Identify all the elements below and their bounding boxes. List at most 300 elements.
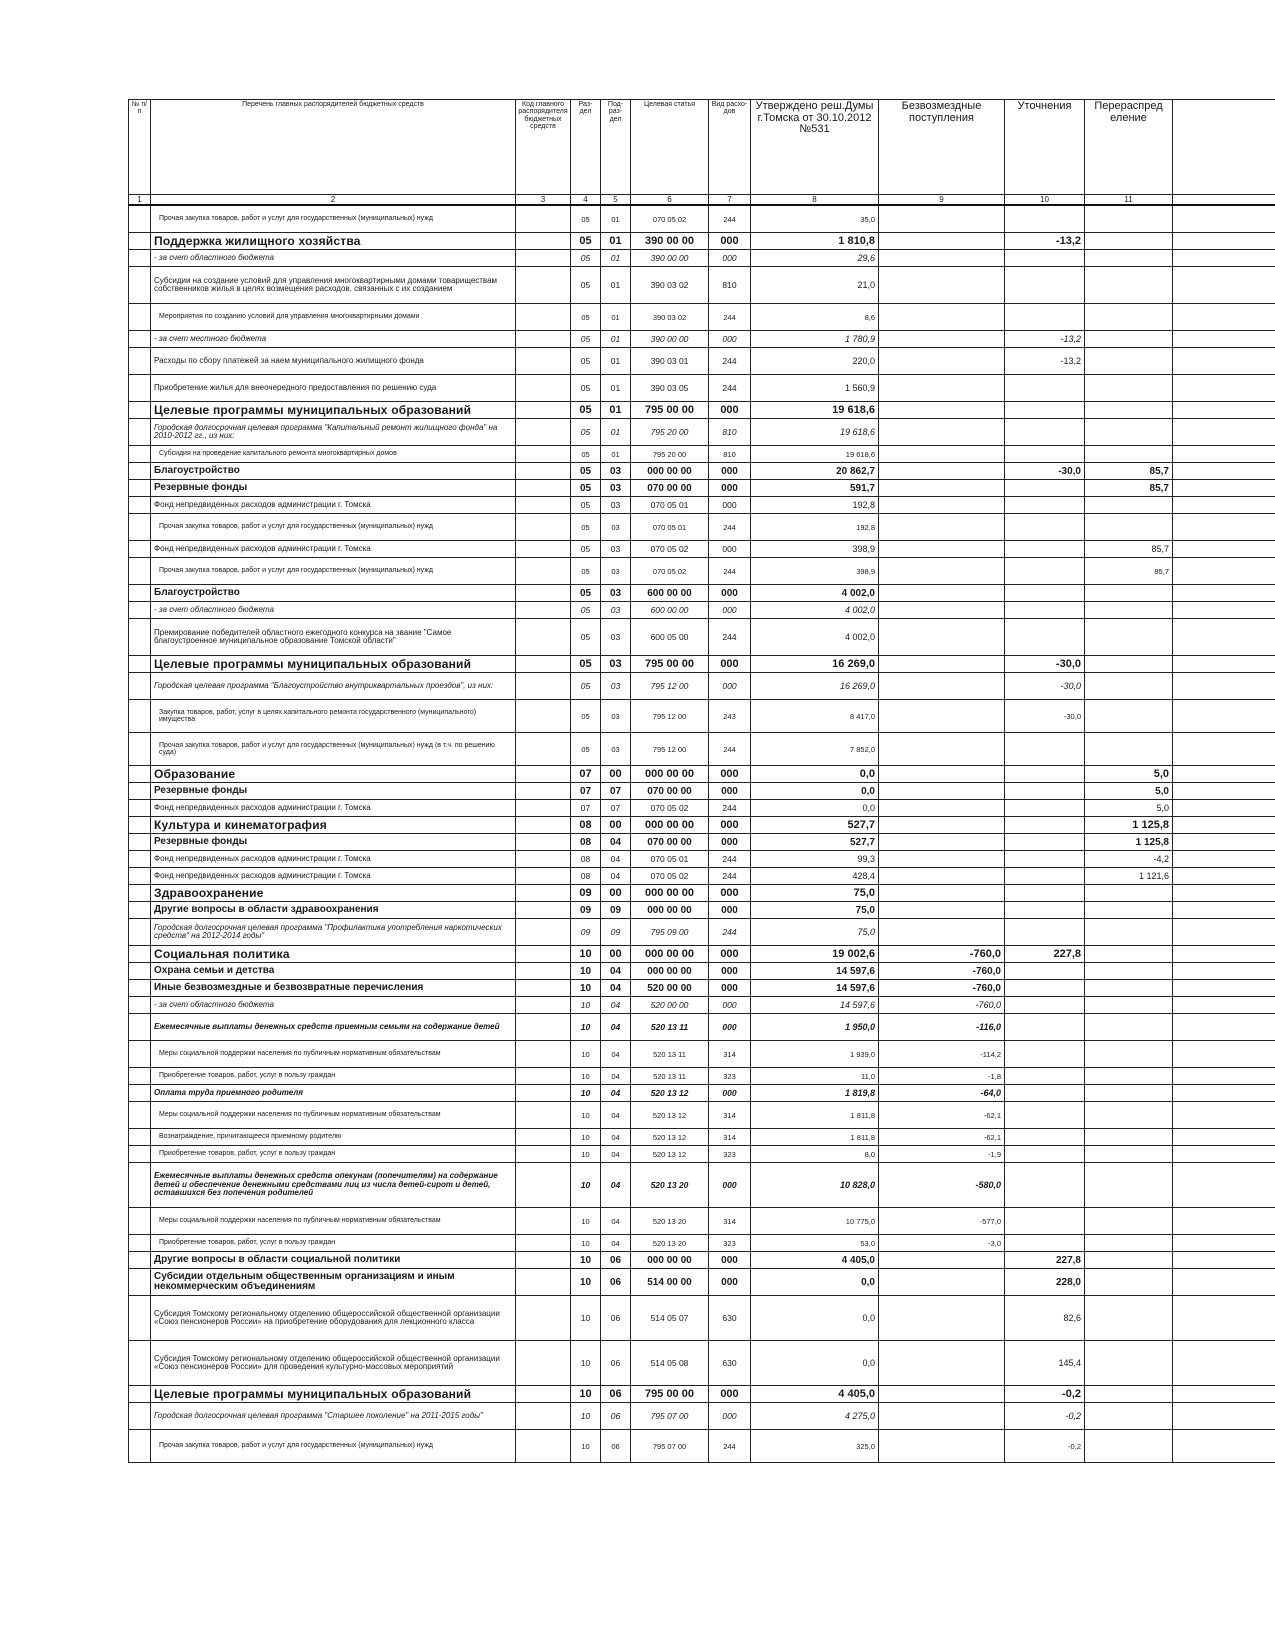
cell-razdel: 10 <box>571 1102 601 1129</box>
table-row <box>129 851 1275 868</box>
cell-kod <box>516 446 571 463</box>
cell-extra <box>1173 946 1275 963</box>
cell-vid: 314 <box>709 1102 751 1129</box>
cell-name: - за счет местного бюджета <box>151 331 516 348</box>
cell-num <box>129 1129 151 1146</box>
cell-kod <box>516 800 571 817</box>
cell-stat: 520 13 20 <box>631 1208 709 1235</box>
table-row <box>129 558 1275 585</box>
cell-vid: 000 <box>709 834 751 851</box>
cell-stat: 795 20 00 <box>631 446 709 463</box>
budget-table <box>128 99 1275 1463</box>
cell-num <box>129 1041 151 1068</box>
cell-stat: 000 00 00 <box>631 963 709 980</box>
cell-name: Охрана семьи и детства <box>151 963 516 980</box>
cell-bezvozmezdnye: -760,0 <box>879 946 1005 963</box>
cell-kod <box>516 946 571 963</box>
cell-name: Поддержка жилищного хозяйства <box>151 233 516 250</box>
cell-podrazdel: 04 <box>601 851 631 868</box>
cell-podrazdel: 03 <box>601 558 631 585</box>
cell-pereraspredelenie <box>1085 902 1173 919</box>
cell-pereraspredelenie <box>1085 733 1173 766</box>
cell-utverzhdeno: 398,9 <box>751 558 879 585</box>
cell-utverzhdeno: 0,0 <box>751 1341 879 1386</box>
cell-utochneniya <box>1005 497 1085 514</box>
cell-stat: 795 12 00 <box>631 673 709 700</box>
cell-utverzhdeno: 0,0 <box>751 800 879 817</box>
cell-podrazdel: 03 <box>601 585 631 602</box>
cell-extra <box>1173 233 1275 250</box>
table-row <box>129 673 1275 700</box>
col-extra-header <box>1173 100 1275 195</box>
cell-num <box>129 375 151 402</box>
cell-stat: 070 05 02 <box>631 868 709 885</box>
cell-extra <box>1173 1235 1275 1252</box>
cell-razdel: 08 <box>571 868 601 885</box>
cell-razdel: 05 <box>571 250 601 267</box>
cell-kod <box>516 963 571 980</box>
cell-bezvozmezdnye: -114,2 <box>879 1041 1005 1068</box>
cell-razdel: 05 <box>571 267 601 304</box>
col-number: 8 <box>751 195 879 206</box>
cell-name: Культура и кинематография <box>151 817 516 834</box>
cell-razdel: 09 <box>571 902 601 919</box>
cell-bezvozmezdnye <box>879 700 1005 733</box>
cell-kod <box>516 1386 571 1403</box>
cell-utverzhdeno: 14 597,6 <box>751 963 879 980</box>
cell-extra <box>1173 997 1275 1014</box>
cell-num <box>129 868 151 885</box>
cell-stat: 520 00 00 <box>631 980 709 997</box>
cell-kod <box>516 766 571 783</box>
cell-vid: 000 <box>709 331 751 348</box>
cell-podrazdel: 03 <box>601 673 631 700</box>
cell-bezvozmezdnye <box>879 250 1005 267</box>
cell-stat: 000 00 00 <box>631 1252 709 1269</box>
cell-podrazdel: 03 <box>601 514 631 541</box>
cell-podrazdel: 04 <box>601 1068 631 1085</box>
cell-num <box>129 656 151 673</box>
cell-vid: 000 <box>709 997 751 1014</box>
cell-num <box>129 541 151 558</box>
cell-kod <box>516 1235 571 1252</box>
cell-bezvozmezdnye <box>879 446 1005 463</box>
cell-bezvozmezdnye <box>879 463 1005 480</box>
cell-bezvozmezdnye: -1,8 <box>879 1068 1005 1085</box>
cell-name: Резервные фонды <box>151 783 516 800</box>
cell-kod <box>516 1068 571 1085</box>
cell-name: Благоустройство <box>151 585 516 602</box>
cell-pereraspredelenie: 5,0 <box>1085 783 1173 800</box>
cell-kod <box>516 1041 571 1068</box>
cell-bezvozmezdnye <box>879 800 1005 817</box>
cell-stat: 795 00 00 <box>631 1386 709 1403</box>
cell-extra <box>1173 1430 1275 1463</box>
cell-podrazdel: 03 <box>601 700 631 733</box>
cell-extra <box>1173 1014 1275 1041</box>
cell-utochneniya <box>1005 267 1085 304</box>
table-row <box>129 997 1275 1014</box>
cell-bezvozmezdnye <box>879 1296 1005 1341</box>
cell-num <box>129 1235 151 1252</box>
cell-name: - за счет областного бюджета <box>151 997 516 1014</box>
cell-name: Образование <box>151 766 516 783</box>
cell-razdel: 07 <box>571 783 601 800</box>
cell-extra <box>1173 733 1275 766</box>
col-number: 6 <box>631 195 709 206</box>
cell-num <box>129 733 151 766</box>
cell-podrazdel: 01 <box>601 233 631 250</box>
table-body <box>129 205 1275 1463</box>
cell-num <box>129 1085 151 1102</box>
cell-vid: 000 <box>709 963 751 980</box>
cell-num <box>129 602 151 619</box>
cell-utochneniya: 227,8 <box>1005 1252 1085 1269</box>
cell-utochneniya: -13,2 <box>1005 348 1085 375</box>
cell-vid: 244 <box>709 558 751 585</box>
cell-vid: 244 <box>709 348 751 375</box>
cell-razdel: 10 <box>571 1235 601 1252</box>
cell-kod <box>516 585 571 602</box>
cell-bezvozmezdnye <box>879 375 1005 402</box>
cell-utochneniya <box>1005 1208 1085 1235</box>
cell-kod <box>516 673 571 700</box>
table-row <box>129 817 1275 834</box>
cell-utverzhdeno: 0,0 <box>751 1296 879 1341</box>
cell-podrazdel: 07 <box>601 783 631 800</box>
cell-pereraspredelenie <box>1085 514 1173 541</box>
cell-razdel: 05 <box>571 541 601 558</box>
cell-podrazdel: 04 <box>601 1146 631 1163</box>
cell-pereraspredelenie: 85,7 <box>1085 558 1173 585</box>
cell-bezvozmezdnye <box>879 1341 1005 1386</box>
cell-extra <box>1173 963 1275 980</box>
cell-podrazdel: 01 <box>601 331 631 348</box>
cell-stat: 000 00 00 <box>631 463 709 480</box>
cell-num <box>129 885 151 902</box>
cell-vid: 000 <box>709 1269 751 1296</box>
table-row <box>129 1269 1275 1296</box>
cell-utochneniya <box>1005 1235 1085 1252</box>
column-numbers-row <box>129 195 1275 206</box>
cell-utverzhdeno: 0,0 <box>751 1269 879 1296</box>
cell-razdel: 05 <box>571 656 601 673</box>
cell-vid: 314 <box>709 1129 751 1146</box>
cell-vid: 000 <box>709 946 751 963</box>
cell-num <box>129 1341 151 1386</box>
cell-podrazdel: 04 <box>601 997 631 1014</box>
table-row <box>129 480 1275 497</box>
cell-name: Меры социальной поддержки населения по публичным нормативным обязательствам <box>151 1208 516 1235</box>
table-row <box>129 885 1275 902</box>
cell-bezvozmezdnye <box>879 480 1005 497</box>
cell-vid: 323 <box>709 1235 751 1252</box>
cell-utverzhdeno: 19 002,6 <box>751 946 879 963</box>
cell-stat: 514 05 08 <box>631 1341 709 1386</box>
cell-kod <box>516 885 571 902</box>
table-row <box>129 402 1275 419</box>
cell-extra <box>1173 205 1275 233</box>
cell-stat: 520 13 20 <box>631 1235 709 1252</box>
cell-utochneniya <box>1005 851 1085 868</box>
cell-utverzhdeno: 99,3 <box>751 851 879 868</box>
cell-podrazdel: 01 <box>601 446 631 463</box>
col-number: 4 <box>571 195 601 206</box>
cell-podrazdel: 01 <box>601 348 631 375</box>
cell-bezvozmezdnye: -1,9 <box>879 1146 1005 1163</box>
cell-extra <box>1173 541 1275 558</box>
cell-utverzhdeno: 4 002,0 <box>751 585 879 602</box>
cell-razdel: 10 <box>571 1014 601 1041</box>
cell-extra <box>1173 1102 1275 1129</box>
cell-kod <box>516 1014 571 1041</box>
cell-utochneniya: -30,0 <box>1005 656 1085 673</box>
table-row <box>129 919 1275 946</box>
cell-bezvozmezdnye: -62,1 <box>879 1129 1005 1146</box>
cell-pereraspredelenie <box>1085 602 1173 619</box>
cell-vid: 000 <box>709 1085 751 1102</box>
cell-utochneniya <box>1005 304 1085 331</box>
cell-vid: 244 <box>709 375 751 402</box>
cell-vid: 630 <box>709 1341 751 1386</box>
cell-extra <box>1173 514 1275 541</box>
cell-utochneniya <box>1005 902 1085 919</box>
cell-vid: 810 <box>709 419 751 446</box>
cell-utverzhdeno: 29,6 <box>751 250 879 267</box>
cell-extra <box>1173 1068 1275 1085</box>
table-row <box>129 619 1275 656</box>
cell-utverzhdeno: 527,7 <box>751 834 879 851</box>
col-name-header: Перечень главных распорядителей бюджетных средств <box>151 100 516 195</box>
cell-extra <box>1173 267 1275 304</box>
cell-pereraspredelenie <box>1085 946 1173 963</box>
cell-utochneniya <box>1005 480 1085 497</box>
cell-utochneniya <box>1005 558 1085 585</box>
cell-kod <box>516 980 571 997</box>
cell-vid: 000 <box>709 656 751 673</box>
cell-utochneniya: 145,4 <box>1005 1341 1085 1386</box>
cell-vid: 000 <box>709 480 751 497</box>
cell-bezvozmezdnye <box>879 602 1005 619</box>
table-row <box>129 1341 1275 1386</box>
cell-podrazdel: 03 <box>601 497 631 514</box>
cell-num <box>129 267 151 304</box>
cell-utverzhdeno: 527,7 <box>751 817 879 834</box>
cell-utochneniya <box>1005 205 1085 233</box>
table-row <box>129 1068 1275 1085</box>
cell-utverzhdeno: 20 862,7 <box>751 463 879 480</box>
cell-stat: 070 05 02 <box>631 541 709 558</box>
cell-stat: 520 13 11 <box>631 1014 709 1041</box>
cell-podrazdel: 01 <box>601 419 631 446</box>
cell-pereraspredelenie: 1 121,6 <box>1085 868 1173 885</box>
cell-stat: 795 12 00 <box>631 700 709 733</box>
cell-stat: 390 00 00 <box>631 331 709 348</box>
cell-num <box>129 997 151 1014</box>
col-number: 2 <box>151 195 516 206</box>
cell-utochneniya: -13,2 <box>1005 233 1085 250</box>
cell-stat: 390 00 00 <box>631 233 709 250</box>
cell-name: Фонд непредвиденных расходов администрации г. Томска <box>151 497 516 514</box>
cell-utverzhdeno: 16 269,0 <box>751 656 879 673</box>
cell-razdel: 05 <box>571 673 601 700</box>
cell-num <box>129 1146 151 1163</box>
cell-name: Фонд непредвиденных расходов администрации г. Томска <box>151 800 516 817</box>
cell-razdel: 07 <box>571 800 601 817</box>
cell-utochneniya <box>1005 868 1085 885</box>
cell-bezvozmezdnye: -116,0 <box>879 1014 1005 1041</box>
cell-extra <box>1173 700 1275 733</box>
cell-utverzhdeno: 0,0 <box>751 783 879 800</box>
cell-pereraspredelenie: 5,0 <box>1085 800 1173 817</box>
col-number: 3 <box>516 195 571 206</box>
cell-pereraspredelenie <box>1085 656 1173 673</box>
cell-bezvozmezdnye <box>879 205 1005 233</box>
cell-vid: 000 <box>709 902 751 919</box>
cell-kod <box>516 558 571 585</box>
cell-name: Меры социальной поддержки населения по публичным нормативным обязательствам <box>151 1041 516 1068</box>
cell-extra <box>1173 1341 1275 1386</box>
cell-num <box>129 1252 151 1269</box>
table-row <box>129 1102 1275 1129</box>
cell-num <box>129 783 151 800</box>
cell-podrazdel: 06 <box>601 1386 631 1403</box>
cell-pereraspredelenie <box>1085 250 1173 267</box>
cell-utverzhdeno: 192,8 <box>751 497 879 514</box>
cell-utverzhdeno: 192,8 <box>751 514 879 541</box>
cell-name: Целевые программы муниципальных образований <box>151 402 516 419</box>
cell-razdel: 10 <box>571 1208 601 1235</box>
cell-stat: 514 05 07 <box>631 1296 709 1341</box>
cell-extra <box>1173 446 1275 463</box>
cell-vid: 244 <box>709 868 751 885</box>
cell-utochneniya: 82,6 <box>1005 1296 1085 1341</box>
cell-num <box>129 304 151 331</box>
cell-vid: 000 <box>709 1014 751 1041</box>
cell-extra <box>1173 885 1275 902</box>
cell-pereraspredelenie <box>1085 1146 1173 1163</box>
cell-extra <box>1173 419 1275 446</box>
cell-extra <box>1173 304 1275 331</box>
cell-name: Прочая закупка товаров, работ и услуг для государственных (муниципальных) нужд <box>151 1430 516 1463</box>
cell-bezvozmezdnye <box>879 783 1005 800</box>
cell-utochneniya <box>1005 585 1085 602</box>
cell-pereraspredelenie <box>1085 1102 1173 1129</box>
cell-pereraspredelenie <box>1085 1235 1173 1252</box>
cell-kod <box>516 1430 571 1463</box>
cell-pereraspredelenie <box>1085 700 1173 733</box>
cell-vid: 000 <box>709 402 751 419</box>
cell-kod <box>516 1341 571 1386</box>
cell-razdel: 08 <box>571 817 601 834</box>
cell-utverzhdeno: 4 405,0 <box>751 1252 879 1269</box>
cell-extra <box>1173 800 1275 817</box>
cell-razdel: 05 <box>571 733 601 766</box>
cell-pereraspredelenie <box>1085 919 1173 946</box>
cell-bezvozmezdnye <box>879 541 1005 558</box>
cell-bezvozmezdnye <box>879 919 1005 946</box>
cell-kod <box>516 402 571 419</box>
cell-name: Другие вопросы в области социальной политики <box>151 1252 516 1269</box>
cell-pereraspredelenie <box>1085 1014 1173 1041</box>
cell-num <box>129 834 151 851</box>
cell-bezvozmezdnye <box>879 514 1005 541</box>
cell-vid: 000 <box>709 1163 751 1208</box>
cell-extra <box>1173 783 1275 800</box>
cell-pereraspredelenie <box>1085 1252 1173 1269</box>
cell-stat: 070 05 02 <box>631 800 709 817</box>
cell-utochneniya <box>1005 963 1085 980</box>
cell-pereraspredelenie <box>1085 1296 1173 1341</box>
cell-podrazdel: 04 <box>601 963 631 980</box>
cell-name: Расходы по сбору платежей за наем муниципального жилищного фонда <box>151 348 516 375</box>
cell-vid: 244 <box>709 619 751 656</box>
cell-num <box>129 902 151 919</box>
table-row <box>129 963 1275 980</box>
cell-bezvozmezdnye: -64,0 <box>879 1085 1005 1102</box>
cell-pereraspredelenie <box>1085 1068 1173 1085</box>
cell-utochneniya <box>1005 783 1085 800</box>
table-row <box>129 233 1275 250</box>
cell-name: Ежемесячные выплаты денежных средств опекунам (попечителям) на содержание детей и обеспечение денежными средствами лиц из числа детей-сирот и детей, оставшихся без попечения родителей <box>151 1163 516 1208</box>
table-row <box>129 514 1275 541</box>
cell-bezvozmezdnye <box>879 1386 1005 1403</box>
col-number: 7 <box>709 195 751 206</box>
col-number: 1 <box>129 195 151 206</box>
cell-num <box>129 1014 151 1041</box>
cell-pereraspredelenie <box>1085 497 1173 514</box>
cell-kod <box>516 919 571 946</box>
cell-vid: 000 <box>709 673 751 700</box>
cell-name: Премирование победителей областного ежегодного конкурса на звание "Самое благоустроенное муниципальное образование Томской области" <box>151 619 516 656</box>
cell-pereraspredelenie <box>1085 375 1173 402</box>
cell-bezvozmezdnye: -3,0 <box>879 1235 1005 1252</box>
cell-podrazdel: 03 <box>601 541 631 558</box>
cell-utochneniya <box>1005 1085 1085 1102</box>
cell-podrazdel: 01 <box>601 205 631 233</box>
col-vid-header: Вид расхо- дов <box>709 100 751 195</box>
cell-stat: 070 00 00 <box>631 783 709 800</box>
cell-num <box>129 402 151 419</box>
cell-razdel: 05 <box>571 480 601 497</box>
cell-utverzhdeno: 325,0 <box>751 1430 879 1463</box>
cell-utverzhdeno: 75,0 <box>751 885 879 902</box>
cell-razdel: 10 <box>571 1068 601 1085</box>
cell-extra <box>1173 1386 1275 1403</box>
cell-utochneniya: -30,0 <box>1005 673 1085 700</box>
table-row <box>129 656 1275 673</box>
cell-num <box>129 1068 151 1085</box>
cell-utverzhdeno: 220,0 <box>751 348 879 375</box>
cell-extra <box>1173 558 1275 585</box>
cell-utochneniya: -30,0 <box>1005 463 1085 480</box>
col-ut-header: Уточнения <box>1005 100 1085 195</box>
cell-pereraspredelenie <box>1085 1341 1173 1386</box>
cell-extra <box>1173 766 1275 783</box>
table-row <box>129 250 1275 267</box>
cell-utverzhdeno: 591,7 <box>751 480 879 497</box>
cell-utochneniya <box>1005 375 1085 402</box>
cell-name: Ежемесячные выплаты денежных средств приемным семьям на содержание детей <box>151 1014 516 1041</box>
cell-extra <box>1173 1146 1275 1163</box>
cell-stat: 070 00 00 <box>631 480 709 497</box>
cell-vid: 323 <box>709 1146 751 1163</box>
cell-vid: 000 <box>709 980 751 997</box>
cell-vid: 314 <box>709 1208 751 1235</box>
cell-bezvozmezdnye <box>879 868 1005 885</box>
cell-bezvozmezdnye <box>879 733 1005 766</box>
cell-utverzhdeno: 75,0 <box>751 919 879 946</box>
